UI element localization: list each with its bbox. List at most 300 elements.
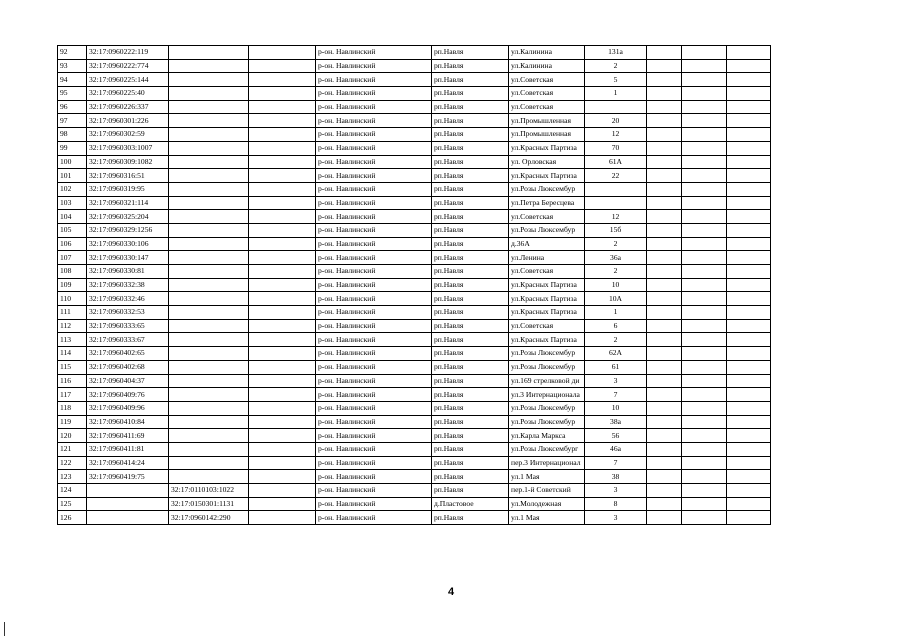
cell-col-11 <box>727 265 771 279</box>
cell-house-number: 7 <box>585 456 647 470</box>
cell-row-number: 110 <box>58 292 87 306</box>
cell-cadastral-number-alt <box>169 155 249 169</box>
cell-street: ул.169 стрелковой ди <box>509 374 585 388</box>
cell-locality: рп.Навля <box>432 415 509 429</box>
cell-locality: рп.Навля <box>432 388 509 402</box>
cell-col-9 <box>647 484 682 498</box>
cell-extra <box>249 401 316 415</box>
cell-extra <box>249 347 316 361</box>
cell-cadastral-number: 32:17:0960302:59 <box>87 128 169 142</box>
cell-house-number: 131а <box>585 46 647 60</box>
cell-row-number: 105 <box>58 223 87 237</box>
cell-street: ул.Промышленная <box>509 128 585 142</box>
cell-row-number: 102 <box>58 182 87 196</box>
cell-row-number: 125 <box>58 497 87 511</box>
cell-col-10 <box>682 155 727 169</box>
cell-cadastral-number-alt <box>169 319 249 333</box>
cell-col-9 <box>647 442 682 456</box>
cell-street: ул.Карла Маркса <box>509 429 585 443</box>
table-row <box>58 59 771 73</box>
cell-col-9 <box>647 196 682 210</box>
cell-cadastral-number: 32:17:0960402:65 <box>87 347 169 361</box>
cell-street: ул.Советская <box>509 319 585 333</box>
cell-col-9 <box>647 265 682 279</box>
cell-row-number: 113 <box>58 333 87 347</box>
cell-district: р-он. Навлинский <box>316 87 432 101</box>
cell-street: ул.Промышленная <box>509 114 585 128</box>
cell-district: р-он. Навлинский <box>316 484 432 498</box>
cell-street: пер.1-й Советский <box>509 484 585 498</box>
cell-col-9 <box>647 46 682 60</box>
cell-col-11 <box>727 511 771 525</box>
cell-col-10 <box>682 470 727 484</box>
table-row <box>58 333 771 347</box>
cell-col-11 <box>727 141 771 155</box>
cell-street: ул.Розы Люксембур <box>509 360 585 374</box>
cell-district: р-он. Навлинский <box>316 374 432 388</box>
cell-house-number: 6 <box>585 319 647 333</box>
cell-row-number: 111 <box>58 306 87 320</box>
cell-cadastral-number-alt <box>169 278 249 292</box>
cell-district: р-он. Навлинский <box>316 415 432 429</box>
cell-cadastral-number-alt <box>169 100 249 114</box>
cell-cadastral-number-alt <box>169 210 249 224</box>
table-row <box>58 128 771 142</box>
cell-locality: рп.Навля <box>432 374 509 388</box>
cell-extra <box>249 223 316 237</box>
cell-cadastral-number-alt <box>169 292 249 306</box>
cell-col-9 <box>647 497 682 511</box>
cell-house-number: 36а <box>585 251 647 265</box>
cell-extra <box>249 388 316 402</box>
table-row <box>58 497 771 511</box>
margin-mark <box>4 622 5 636</box>
table-row <box>58 442 771 456</box>
cell-street: ул. Орловская <box>509 155 585 169</box>
cell-street: ул.1 Мая <box>509 511 585 525</box>
cell-cadastral-number-alt <box>169 141 249 155</box>
cell-col-10 <box>682 46 727 60</box>
cell-extra <box>249 497 316 511</box>
cell-cadastral-number-alt <box>169 237 249 251</box>
table-row <box>58 100 771 114</box>
cell-col-10 <box>682 333 727 347</box>
cell-col-9 <box>647 59 682 73</box>
cell-cadastral-number-alt <box>169 265 249 279</box>
cell-cadastral-number-alt <box>169 73 249 87</box>
cell-locality: рп.Навля <box>432 278 509 292</box>
cell-cadastral-number-alt <box>169 456 249 470</box>
cell-cadastral-number: 32:17:0960301:226 <box>87 114 169 128</box>
cell-row-number: 120 <box>58 429 87 443</box>
cell-row-number: 123 <box>58 470 87 484</box>
cell-locality: рп.Навля <box>432 292 509 306</box>
cell-col-9 <box>647 415 682 429</box>
cell-cadastral-number: 32:17:0960402:68 <box>87 360 169 374</box>
cell-col-10 <box>682 169 727 183</box>
cell-extra <box>249 237 316 251</box>
cell-house-number: 61А <box>585 155 647 169</box>
cell-row-number: 99 <box>58 141 87 155</box>
cell-cadastral-number: 32:17:0960309:1082 <box>87 155 169 169</box>
cell-locality: рп.Навля <box>432 470 509 484</box>
cell-locality: рп.Навля <box>432 87 509 101</box>
cell-col-10 <box>682 306 727 320</box>
cell-col-9 <box>647 347 682 361</box>
cell-locality: рп.Навля <box>432 73 509 87</box>
cell-col-9 <box>647 319 682 333</box>
cell-col-11 <box>727 114 771 128</box>
cell-street: пер.3 Интернационал <box>509 456 585 470</box>
cell-col-10 <box>682 347 727 361</box>
cell-col-9 <box>647 182 682 196</box>
cell-col-10 <box>682 415 727 429</box>
table-row <box>58 237 771 251</box>
cell-district: р-он. Навлинский <box>316 210 432 224</box>
cell-col-11 <box>727 73 771 87</box>
cell-row-number: 96 <box>58 100 87 114</box>
table-row <box>58 73 771 87</box>
cell-cadastral-number: 32:17:0960222:774 <box>87 59 169 73</box>
cell-row-number: 92 <box>58 46 87 60</box>
cell-col-11 <box>727 484 771 498</box>
cell-cadastral-number-alt <box>169 251 249 265</box>
cell-street: ул.Советская <box>509 87 585 101</box>
cell-col-11 <box>727 306 771 320</box>
table-row <box>58 470 771 484</box>
cell-col-11 <box>727 196 771 210</box>
cell-locality: рп.Навля <box>432 196 509 210</box>
cell-house-number: 70 <box>585 141 647 155</box>
cell-district: р-он. Навлинский <box>316 114 432 128</box>
cell-house-number: 20 <box>585 114 647 128</box>
cell-district: р-он. Навлинский <box>316 278 432 292</box>
cell-extra <box>249 456 316 470</box>
cell-extra <box>249 415 316 429</box>
cell-extra <box>249 196 316 210</box>
table-row <box>58 251 771 265</box>
cell-col-11 <box>727 169 771 183</box>
cell-street: ул.Красных Партиза <box>509 306 585 320</box>
cell-col-9 <box>647 100 682 114</box>
cell-street: ул.Петра Бересцева <box>509 196 585 210</box>
cell-col-11 <box>727 456 771 470</box>
cell-col-9 <box>647 155 682 169</box>
cell-extra <box>249 470 316 484</box>
cell-col-9 <box>647 429 682 443</box>
cell-district: р-он. Навлинский <box>316 360 432 374</box>
cell-street: ул.Красных Партиза <box>509 141 585 155</box>
cell-house-number: 56 <box>585 429 647 443</box>
cell-cadastral-number-alt <box>169 306 249 320</box>
cell-district: р-он. Навлинский <box>316 511 432 525</box>
cell-col-10 <box>682 210 727 224</box>
cell-district: р-он. Навлинский <box>316 401 432 415</box>
cell-cadastral-number: 32:17:0960222:119 <box>87 46 169 60</box>
cell-col-10 <box>682 429 727 443</box>
cell-cadastral-number: 32:17:0960321:114 <box>87 196 169 210</box>
table-row <box>58 114 771 128</box>
cell-house-number: 61 <box>585 360 647 374</box>
cell-extra <box>249 511 316 525</box>
cell-col-10 <box>682 237 727 251</box>
cell-cadastral-number: 32:17:0960330:147 <box>87 251 169 265</box>
cell-col-11 <box>727 347 771 361</box>
cell-row-number: 126 <box>58 511 87 525</box>
cell-col-11 <box>727 100 771 114</box>
cell-house-number: 2 <box>585 237 647 251</box>
cell-district: р-он. Навлинский <box>316 442 432 456</box>
cell-cadastral-number: 32:17:0960414:24 <box>87 456 169 470</box>
cell-street: ул.Красных Партиза <box>509 292 585 306</box>
cell-col-11 <box>727 470 771 484</box>
cell-house-number: 10 <box>585 401 647 415</box>
table-row <box>58 155 771 169</box>
cell-district: р-он. Навлинский <box>316 470 432 484</box>
cell-col-10 <box>682 223 727 237</box>
cell-extra <box>249 73 316 87</box>
cell-extra <box>249 128 316 142</box>
cell-extra <box>249 141 316 155</box>
cell-house-number: 46а <box>585 442 647 456</box>
cell-row-number: 121 <box>58 442 87 456</box>
cell-cadastral-number-alt: 32:17:0110103:1022 <box>169 484 249 498</box>
cell-cadastral-number-alt <box>169 223 249 237</box>
cell-house-number: 2 <box>585 265 647 279</box>
cell-col-11 <box>727 87 771 101</box>
cell-col-11 <box>727 360 771 374</box>
cell-cadastral-number: 32:17:0960330:106 <box>87 237 169 251</box>
cell-col-10 <box>682 442 727 456</box>
cell-row-number: 97 <box>58 114 87 128</box>
cell-cadastral-number <box>87 511 169 525</box>
cell-street: ул.Красных Партиза <box>509 169 585 183</box>
cell-col-10 <box>682 128 727 142</box>
cell-col-11 <box>727 401 771 415</box>
cell-col-10 <box>682 374 727 388</box>
table-row <box>58 319 771 333</box>
cell-locality: рп.Навля <box>432 442 509 456</box>
cell-house-number: 3 <box>585 374 647 388</box>
cell-cadastral-number: 32:17:0960411:69 <box>87 429 169 443</box>
cell-extra <box>249 100 316 114</box>
cell-col-9 <box>647 114 682 128</box>
cell-extra <box>249 251 316 265</box>
cell-district: р-он. Навлинский <box>316 73 432 87</box>
registry-table <box>57 45 771 525</box>
cell-street: ул.Молодежная <box>509 497 585 511</box>
cell-cadastral-number: 32:17:0960325:204 <box>87 210 169 224</box>
cell-house-number: 15б <box>585 223 647 237</box>
cell-col-11 <box>727 388 771 402</box>
cell-locality: рп.Навля <box>432 169 509 183</box>
cell-house-number: 38 <box>585 470 647 484</box>
page-number: 4 <box>448 586 455 598</box>
cell-locality: рп.Навля <box>432 429 509 443</box>
cell-col-9 <box>647 333 682 347</box>
cell-col-9 <box>647 401 682 415</box>
cell-cadastral-number: 32:17:0960409:76 <box>87 388 169 402</box>
cell-street: ул.Калинина <box>509 46 585 60</box>
cell-row-number: 103 <box>58 196 87 210</box>
cell-col-9 <box>647 388 682 402</box>
cell-cadastral-number-alt: 32:17:0150301:1131 <box>169 497 249 511</box>
cell-col-11 <box>727 210 771 224</box>
cell-col-10 <box>682 292 727 306</box>
cell-district: р-он. Навлинский <box>316 46 432 60</box>
cell-locality: рп.Навля <box>432 456 509 470</box>
cell-col-10 <box>682 511 727 525</box>
cell-extra <box>249 374 316 388</box>
cell-row-number: 122 <box>58 456 87 470</box>
cell-district: р-он. Навлинский <box>316 196 432 210</box>
cell-cadastral-number-alt <box>169 333 249 347</box>
cell-district: р-он. Навлинский <box>316 388 432 402</box>
cell-street: ул.1 Мая <box>509 470 585 484</box>
cell-district: р-он. Навлинский <box>316 456 432 470</box>
cell-district: р-он. Навлинский <box>316 155 432 169</box>
cell-street: ул.Ленина <box>509 251 585 265</box>
cell-col-10 <box>682 114 727 128</box>
cell-cadastral-number <box>87 497 169 511</box>
cell-cadastral-number: 32:17:0960330:81 <box>87 265 169 279</box>
cell-extra <box>249 155 316 169</box>
cell-cadastral-number-alt <box>169 128 249 142</box>
cell-col-9 <box>647 223 682 237</box>
cell-locality: рп.Навля <box>432 319 509 333</box>
cell-col-11 <box>727 333 771 347</box>
cell-cadastral-number: 32:17:0960409:96 <box>87 401 169 415</box>
cell-district: р-он. Навлинский <box>316 292 432 306</box>
cell-house-number: 10 <box>585 278 647 292</box>
cell-house-number: 8 <box>585 497 647 511</box>
cell-locality: рп.Навля <box>432 333 509 347</box>
cell-district: р-он. Навлинский <box>316 59 432 73</box>
cell-row-number: 106 <box>58 237 87 251</box>
cell-cadastral-number-alt <box>169 360 249 374</box>
cell-col-11 <box>727 155 771 169</box>
cell-house-number: 2 <box>585 333 647 347</box>
cell-row-number: 109 <box>58 278 87 292</box>
cell-street: ул.Розы Люксембур <box>509 223 585 237</box>
cell-cadastral-number: 32:17:0960333:65 <box>87 319 169 333</box>
cell-cadastral-number: 32:17:0960316:51 <box>87 169 169 183</box>
table-row <box>58 278 771 292</box>
cell-district: р-он. Навлинский <box>316 251 432 265</box>
table-row <box>58 169 771 183</box>
cell-locality: рп.Навля <box>432 511 509 525</box>
table-row <box>58 360 771 374</box>
cell-district: р-он. Навлинский <box>316 306 432 320</box>
cell-cadastral-number: 32:17:0960411:81 <box>87 442 169 456</box>
cell-locality: рп.Навля <box>432 59 509 73</box>
table-row <box>58 210 771 224</box>
cell-street: ул.Советская <box>509 210 585 224</box>
cell-extra <box>249 278 316 292</box>
cell-col-9 <box>647 169 682 183</box>
cell-col-9 <box>647 210 682 224</box>
cell-extra <box>249 360 316 374</box>
cell-house-number <box>585 100 647 114</box>
table-row <box>58 87 771 101</box>
cell-house-number: 10А <box>585 292 647 306</box>
cell-street: д.36А <box>509 237 585 251</box>
cell-extra <box>249 319 316 333</box>
cell-col-9 <box>647 292 682 306</box>
cell-row-number: 93 <box>58 59 87 73</box>
cell-street: ул.Розы Люксембур <box>509 182 585 196</box>
cell-col-11 <box>727 292 771 306</box>
cell-col-11 <box>727 497 771 511</box>
cell-cadastral-number: 32:17:0960329:1256 <box>87 223 169 237</box>
cell-col-10 <box>682 497 727 511</box>
cell-row-number: 119 <box>58 415 87 429</box>
cell-locality: д.Пластовое <box>432 497 509 511</box>
cell-locality: рп.Навля <box>432 114 509 128</box>
cell-house-number: 2 <box>585 59 647 73</box>
cell-row-number: 101 <box>58 169 87 183</box>
table-row <box>58 429 771 443</box>
cell-cadastral-number: 32:17:0960303:1007 <box>87 141 169 155</box>
cell-house-number: 7 <box>585 388 647 402</box>
cell-cadastral-number-alt <box>169 347 249 361</box>
table-row <box>58 388 771 402</box>
cell-house-number: 12 <box>585 128 647 142</box>
cell-col-9 <box>647 470 682 484</box>
cell-house-number <box>585 182 647 196</box>
cell-district: р-он. Навлинский <box>316 265 432 279</box>
cell-col-10 <box>682 360 727 374</box>
cell-district: р-он. Навлинский <box>316 429 432 443</box>
cell-house-number: 3 <box>585 511 647 525</box>
cell-street: ул.Розы Люксембур <box>509 401 585 415</box>
table-row <box>58 415 771 429</box>
cell-cadastral-number-alt: 32:17:0960142:290 <box>169 511 249 525</box>
cell-extra <box>249 429 316 443</box>
cell-locality: рп.Навля <box>432 251 509 265</box>
cell-house-number: 38а <box>585 415 647 429</box>
cell-cadastral-number: 32:17:0960225:40 <box>87 87 169 101</box>
cell-district: р-он. Навлинский <box>316 100 432 114</box>
cell-col-11 <box>727 278 771 292</box>
cell-street: ул.Розы Люксембур <box>509 347 585 361</box>
cell-col-11 <box>727 223 771 237</box>
cell-locality: рп.Навля <box>432 306 509 320</box>
cell-street: ул.Калинина <box>509 59 585 73</box>
cell-cadastral-number: 32:17:0960419:75 <box>87 470 169 484</box>
cell-col-10 <box>682 87 727 101</box>
cell-col-10 <box>682 388 727 402</box>
cell-cadastral-number <box>87 484 169 498</box>
cell-row-number: 98 <box>58 128 87 142</box>
cell-col-11 <box>727 59 771 73</box>
cell-district: р-он. Навлинский <box>316 141 432 155</box>
cell-cadastral-number: 32:17:0960332:53 <box>87 306 169 320</box>
cell-col-11 <box>727 46 771 60</box>
cell-col-9 <box>647 306 682 320</box>
table-row <box>58 306 771 320</box>
table-row <box>58 182 771 196</box>
cell-extra <box>249 87 316 101</box>
cell-house-number: 12 <box>585 210 647 224</box>
cell-street: ул.Красных Партиза <box>509 333 585 347</box>
cell-district: р-он. Навлинский <box>316 182 432 196</box>
cell-cadastral-number-alt <box>169 169 249 183</box>
cell-house-number: 1 <box>585 87 647 101</box>
cell-col-9 <box>647 360 682 374</box>
cell-cadastral-number: 32:17:0960332:38 <box>87 278 169 292</box>
table-row <box>58 223 771 237</box>
